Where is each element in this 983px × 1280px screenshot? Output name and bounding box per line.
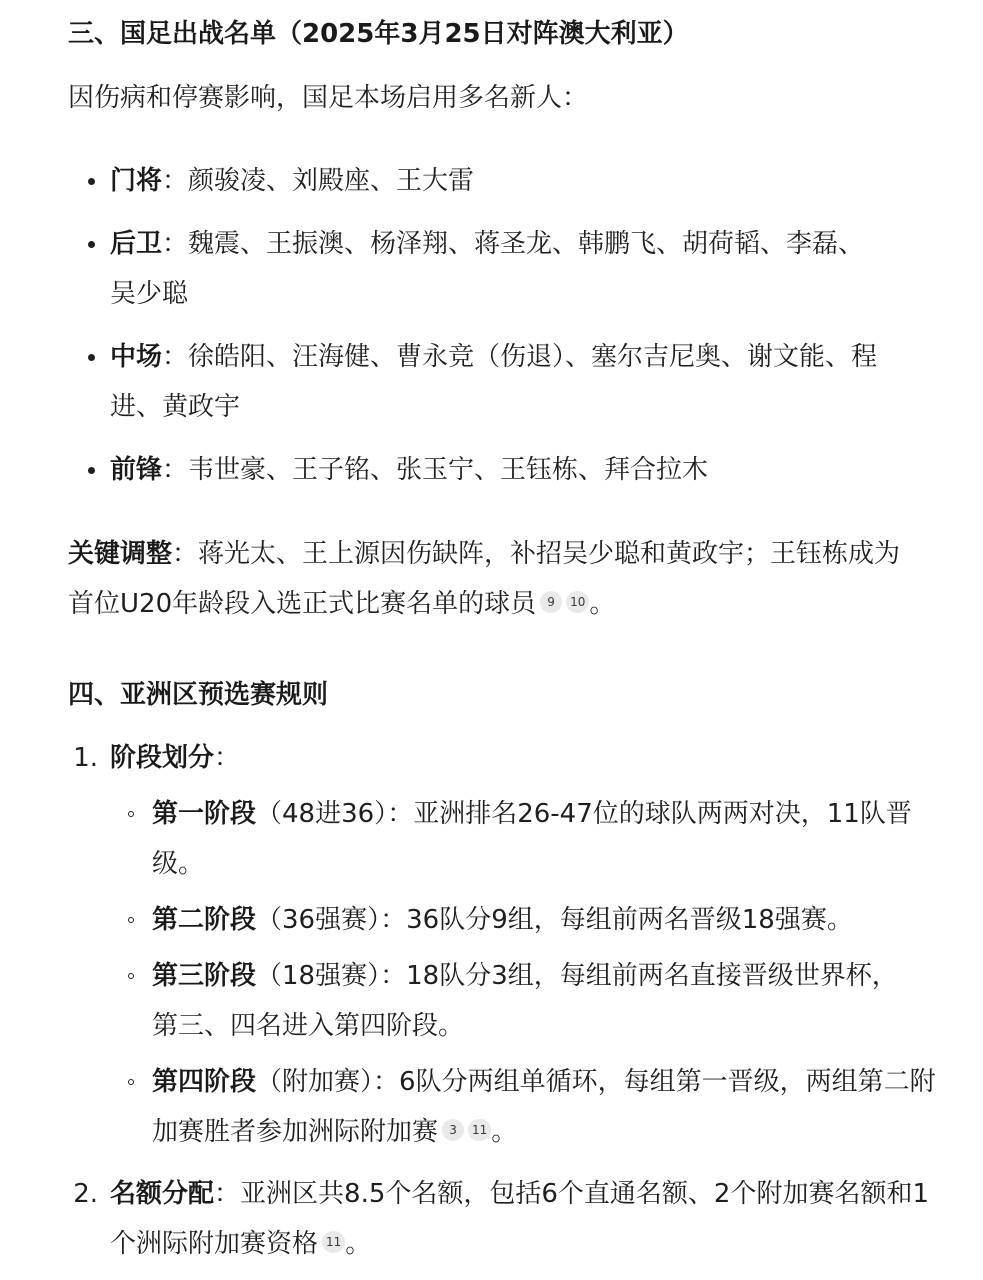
- separator: ：: [380, 905, 407, 935]
- key-adjustment-text: 蒋光太、王上源因伤缺阵，补招吴少聪和黄政宇；王钰栋成为首位U20年龄段入选正式比赛名单的球员: [68, 539, 901, 619]
- position-label: 前锋: [110, 455, 163, 485]
- player-names: 颜骏凌、刘殿座、王大雷: [188, 166, 475, 196]
- item-label: 阶段划分: [110, 743, 215, 773]
- separator: ：: [162, 229, 189, 259]
- section-3-title: 三、国足出战名单（2025年3月25日对阵澳大利亚）: [68, 19, 689, 49]
- separator: ：: [162, 342, 189, 372]
- position-label: 中场: [110, 342, 163, 372]
- separator: ：: [162, 166, 189, 196]
- list-item-stage-division: [68, 733, 928, 783]
- period: 。: [345, 1229, 372, 1259]
- player-names: 韦世豪、王子铭、张玉宁、王钰栋、拜合拉木: [188, 455, 709, 485]
- list-item-quota-allocation: [68, 1169, 930, 1269]
- separator: ：: [214, 1179, 241, 1209]
- stage-label: 第三阶段: [152, 961, 257, 991]
- separator: ：: [172, 539, 199, 569]
- section-4-title: 四、亚洲区预选赛规则: [68, 680, 329, 710]
- rules-list: [68, 733, 936, 1269]
- player-names: 魏震、王振澳、杨泽翔、蒋圣龙、韩鹏飞、胡荷韬、李磊、吴少聪: [110, 229, 865, 309]
- period: 。: [491, 1117, 518, 1147]
- key-adjustment-paragraph: [68, 529, 918, 629]
- stage-format: （48进36）: [256, 799, 388, 829]
- separator: ：: [214, 743, 241, 773]
- list-item-goalkeepers: [68, 156, 928, 206]
- position-label: 门将: [110, 166, 163, 196]
- list-item-stage-3: [68, 951, 922, 1051]
- citation-badge[interactable]: 10: [566, 591, 589, 613]
- stage-format: （36强赛）: [256, 905, 381, 935]
- stage-label: 第一阶段: [152, 799, 257, 829]
- separator: ：: [380, 961, 407, 991]
- separator: ：: [162, 455, 189, 485]
- stage-label: 第四阶段: [152, 1067, 257, 1097]
- citation-badge[interactable]: 11: [468, 1119, 491, 1141]
- position-label: 后卫: [110, 229, 163, 259]
- list-item-midfielders: [68, 332, 910, 432]
- stage-description: 18队分3组，每组前两名直接晋级世界杯，第三、四名进入第四阶段。: [152, 961, 898, 1041]
- stage-format: （18强赛）: [256, 961, 381, 991]
- list-item-stage-4: [68, 1057, 942, 1157]
- item-description: 亚洲区共8.5个名额，包括6个直通名额、2个附加赛名额和1个洲际附加赛资格: [110, 1179, 930, 1259]
- citation-badge[interactable]: 3: [442, 1119, 464, 1141]
- separator: ：: [373, 1067, 400, 1097]
- period: 。: [589, 589, 616, 619]
- stage-description: 36队分9组，每组前两名晋级18强赛。: [406, 905, 853, 935]
- list-item-stage-1: [68, 789, 922, 889]
- roster-list: [68, 156, 928, 495]
- stage-description: 亚洲排名26-47位的球队两两对决，11队晋级。: [152, 799, 912, 879]
- list-number: 2.: [73, 1179, 98, 1209]
- player-names: 徐皓阳、汪海健、曹永竞（伤退）、塞尔吉尼奥、谢文能、程进、黄政宇: [110, 342, 878, 422]
- stages-list: [68, 789, 936, 1157]
- item-label: 名额分配: [110, 1179, 215, 1209]
- citation-badge[interactable]: 9: [540, 591, 562, 613]
- key-adjustment-label: 关键调整: [68, 539, 173, 569]
- stage-label: 第二阶段: [152, 905, 257, 935]
- list-item-stage-2: [68, 895, 922, 945]
- list-item-forwards: [68, 445, 928, 495]
- stage-format: （附加赛）: [256, 1067, 374, 1097]
- separator: ：: [387, 799, 414, 829]
- section-3-intro: 因伤病和停赛影响，国足本场启用多名新人：: [68, 83, 589, 113]
- citation-badge[interactable]: 11: [322, 1231, 345, 1253]
- list-item-defenders: [68, 219, 870, 319]
- list-number: 1.: [73, 743, 98, 773]
- stage-description: 6队分两组单循环，每组第一晋级，两组第二附加赛胜者参加洲际附加赛: [152, 1067, 936, 1147]
